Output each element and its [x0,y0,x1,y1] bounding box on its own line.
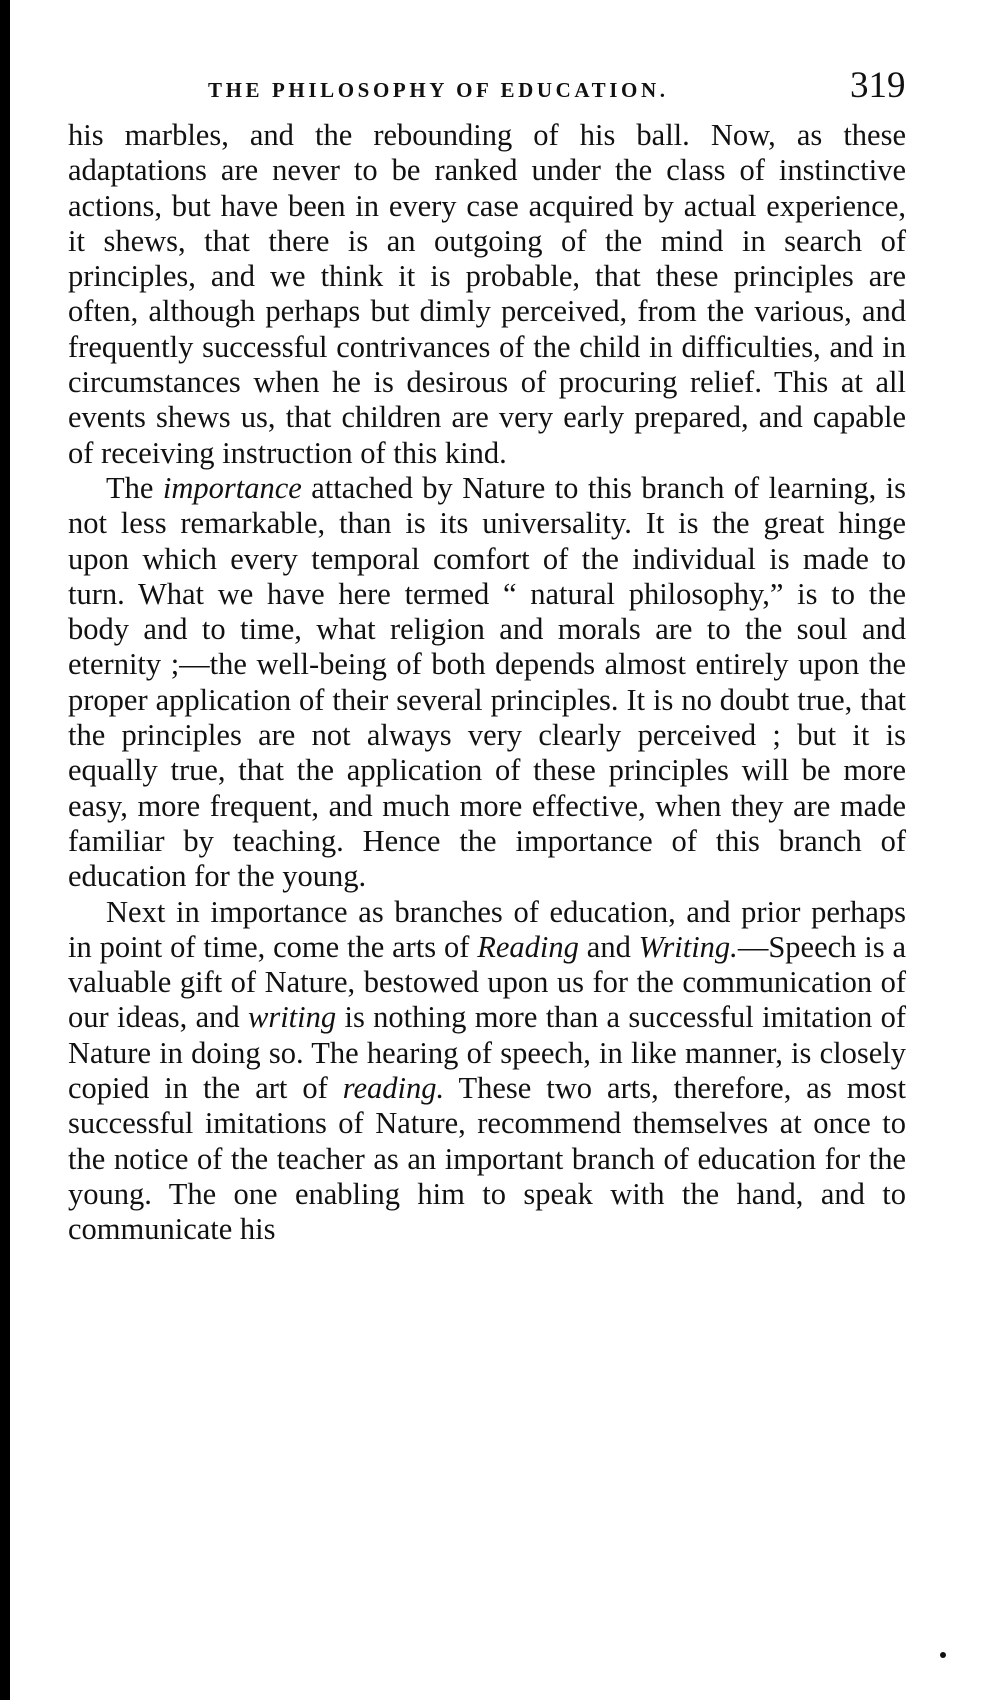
italic-run: reading. [342,1071,445,1106]
italic-run: importance [162,470,302,505]
ink-dot [940,1652,946,1658]
text-run: These two arts, therefore, as most successful imitations of Nature, recommend themselves at once to the notice of the teacher as an important branch of education for the young. The one enabling him to speak with the hand, and to communicate his [68,1071,907,1247]
text-run: his marbles, and the rebounding of his ball. Now, as these adaptations are never to be ranked under the class of instinctive actions, but have been in every case acquired by actual experience, it shews, that there is an outgoing of the mind in search of principles, and we think it is probable, that these principles are often, although perhaps but dimly perceived, from the various, and frequently successful contrivances of the child in difficulties, and in circumstances when he is desirous of procuring relief. This at all events shews us, that children are very early prepared, and capable of receiving instruction of this kind. [68,118,906,470]
text-run: attached by Nature to this branch of learning, is not less remarkable, than is its universality. It is the great hinge upon which every temporal comfort of the individual is made to turn. What we have here termed “ natural philosophy,” is to the body and to time, what religion and morals are to the soul and eternity ;—the well-being of both depends almost entirely upon the proper application of their several principles. It is no doubt true, that the principles are not always very clearly perceived ; but it is equally true, that the application of these principles will be more easy, more frequent, and much more effective, when they are made familiar by teaching. Hence the importance of this branch of education for the young. [68,470,907,894]
running-title: THE PHILOSOPHY OF EDUCATION. [208,78,669,102]
text-run: and [578,929,639,964]
italic-run: Reading [477,929,579,964]
text-run: Next in importance as branches of education, and prior perhaps in point of time, come the arts of [68,894,906,964]
text-run: The [106,470,163,505]
text-run: —Speech is a valuable gift of Nature, bestowed upon us for the communication of our ideas, and [68,929,906,1035]
page-header [0,64,1000,114]
italic-run: Writing. [638,929,738,964]
italic-run: writing [248,1000,337,1035]
paragraph [68,895,906,1248]
page-number: 319 [850,65,906,106]
body-text [68,118,906,1248]
page-spine-edge [0,0,10,1700]
text-run: is nothing more than a successful imitation of Nature in doing so. The hearing of speech, in like manner, is closely copied in the art of [68,1000,906,1106]
paragraph [68,471,906,895]
paragraph [68,118,906,471]
